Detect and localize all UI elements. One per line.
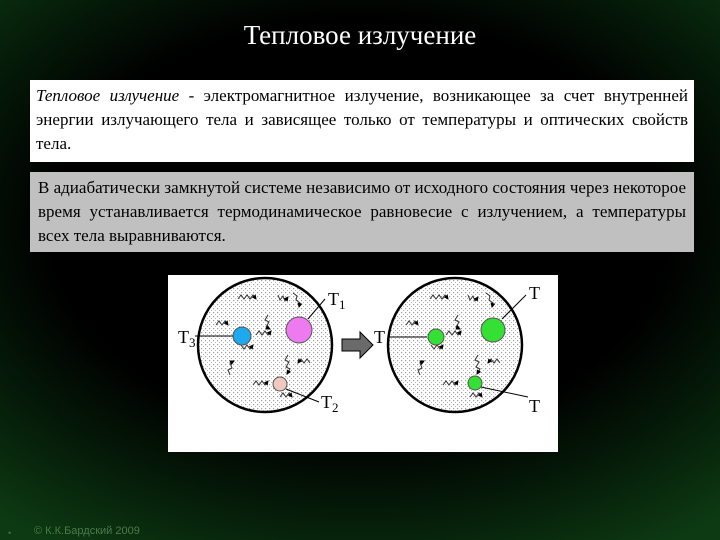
slide-title: Тепловое излучение [243, 20, 477, 50]
blue-ball [233, 327, 251, 345]
label-right-top: T [529, 283, 540, 303]
magenta-ball [286, 317, 312, 343]
equilibrium-diagram [168, 275, 558, 452]
green-ball-left [428, 329, 444, 345]
definition-term: Тепловое излучение [36, 86, 180, 105]
green-ball-small [468, 376, 482, 390]
left-vessel [178, 278, 346, 415]
equilibrium-figure [168, 275, 558, 452]
definition-text: - электромагнитное излучение, возникающее за счет внутренней энергии излучающего тела и зависящее только от температуры и оптических свойств тела. [36, 86, 688, 153]
label-t1: $T_1$ [328, 289, 346, 312]
footer-copyright: © К.К.Бардский 2009 [34, 525, 140, 537]
definition-box [30, 80, 694, 162]
right-vessel [374, 278, 540, 416]
equilibrium-box [30, 172, 694, 252]
pink-ball [273, 377, 287, 391]
left-vessel-circle [198, 278, 332, 412]
label-t2: $T_2$ [321, 392, 339, 415]
label-t3: $T_3$ [178, 327, 196, 350]
equilibrium-text: В адиабатически замкнутой системе независимо от исходного состояния через некоторое время устанавливается термодинамическое равновесие с излучением, а температуры всех тела выравниваются. [38, 178, 686, 245]
transition-arrow [342, 332, 373, 358]
green-ball-large [481, 318, 505, 342]
label-right-bottom: T [529, 396, 540, 416]
footer-bullet: • [8, 528, 12, 538]
label-right-middle: T [374, 327, 385, 347]
